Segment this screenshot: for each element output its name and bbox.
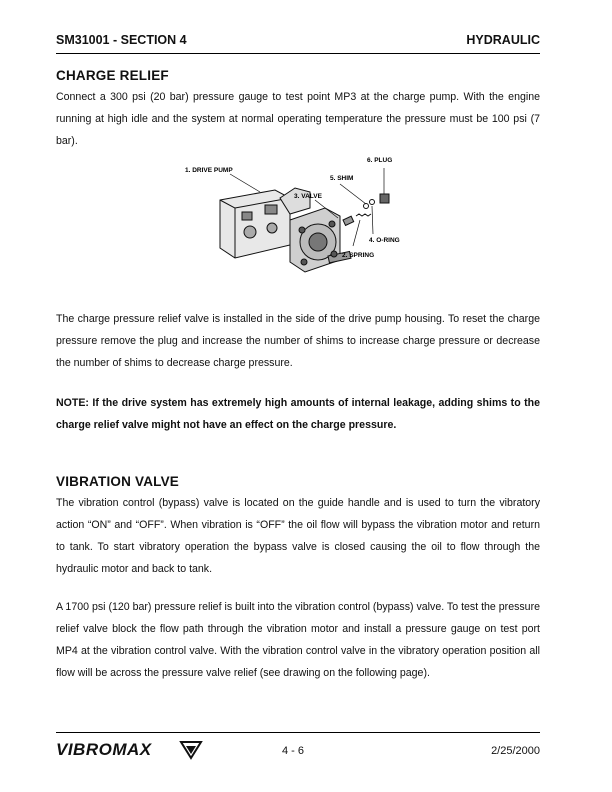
label-shim: 5. SHIM [330,175,354,182]
svg-text:VIBROMAX: VIBROMAX [56,740,152,759]
charge-relief-body: The charge pressure relief valve is installed in the side of the drive pump housing. To reset the charge pressure remove the plug and increase the number of shims to increase charge pressure or decrease the number of shims to decrease charge pressure. [56,313,540,369]
revision-date: 2/25/2000 [491,745,540,757]
drive-pump-illustration [220,188,351,272]
page-number: 4 - 6 [282,745,305,757]
footer-rule [56,732,540,733]
charge-relief-heading: CHARGE RELIEF [56,68,169,83]
vibromax-logo [56,738,206,760]
vibration-valve-para1: The vibration control (bypass) valve is located on the guide handle and is used to turn the vibratory action “ON” and “OFF”. When vibration is “OFF” the oil flow will bypass the vibration motor and return to tank. To start vibratory operation the bypass valve is closed causing the oil to flow through the hydraulic motor and back to tank. [56,497,540,575]
charge-relief-note: NOTE: If the drive system has extremely high amounts of internal leakage, adding shims to the charge relief valve might not have an effect on the charge pressure. [56,397,540,431]
charge-relief-intro: Connect a 300 psi (20 bar) pressure gauge to test point MP3 at the charge pump. With the engine running at high idle and the system at normal operating temperature the pressure must be 100 psi (7 bar). [56,91,540,147]
header-section: SM31001 - SECTION 4 [56,33,187,47]
label-plug: 6. PLUG [367,157,393,164]
label-spring: 2. SPRING [342,252,375,259]
page-footer [56,738,540,762]
label-valve: 3. VALVE [294,193,322,200]
drive-pump-diagram [170,150,430,300]
vibration-valve-heading: VIBRATION VALVE [56,474,180,489]
label-oring: 4. O-RING [369,237,400,244]
vibration-valve-para2: A 1700 psi (120 bar) pressure relief is built into the vibration control (bypass) valve. To test the pressure relief valve block the flow path through the vibration motor and install a pressure gauge on test port MP4 at the vibration control valve. With the vibration control valve in the vibratory operation position all flow will be across the pressure valve relief (see drawing on the following page). [56,601,540,679]
header-topic: HYDRAULIC [466,33,540,47]
relief-valve-parts [343,194,389,225]
header-rule [56,53,540,54]
label-drive-pump: 1. DRIVE PUMP [185,167,233,174]
